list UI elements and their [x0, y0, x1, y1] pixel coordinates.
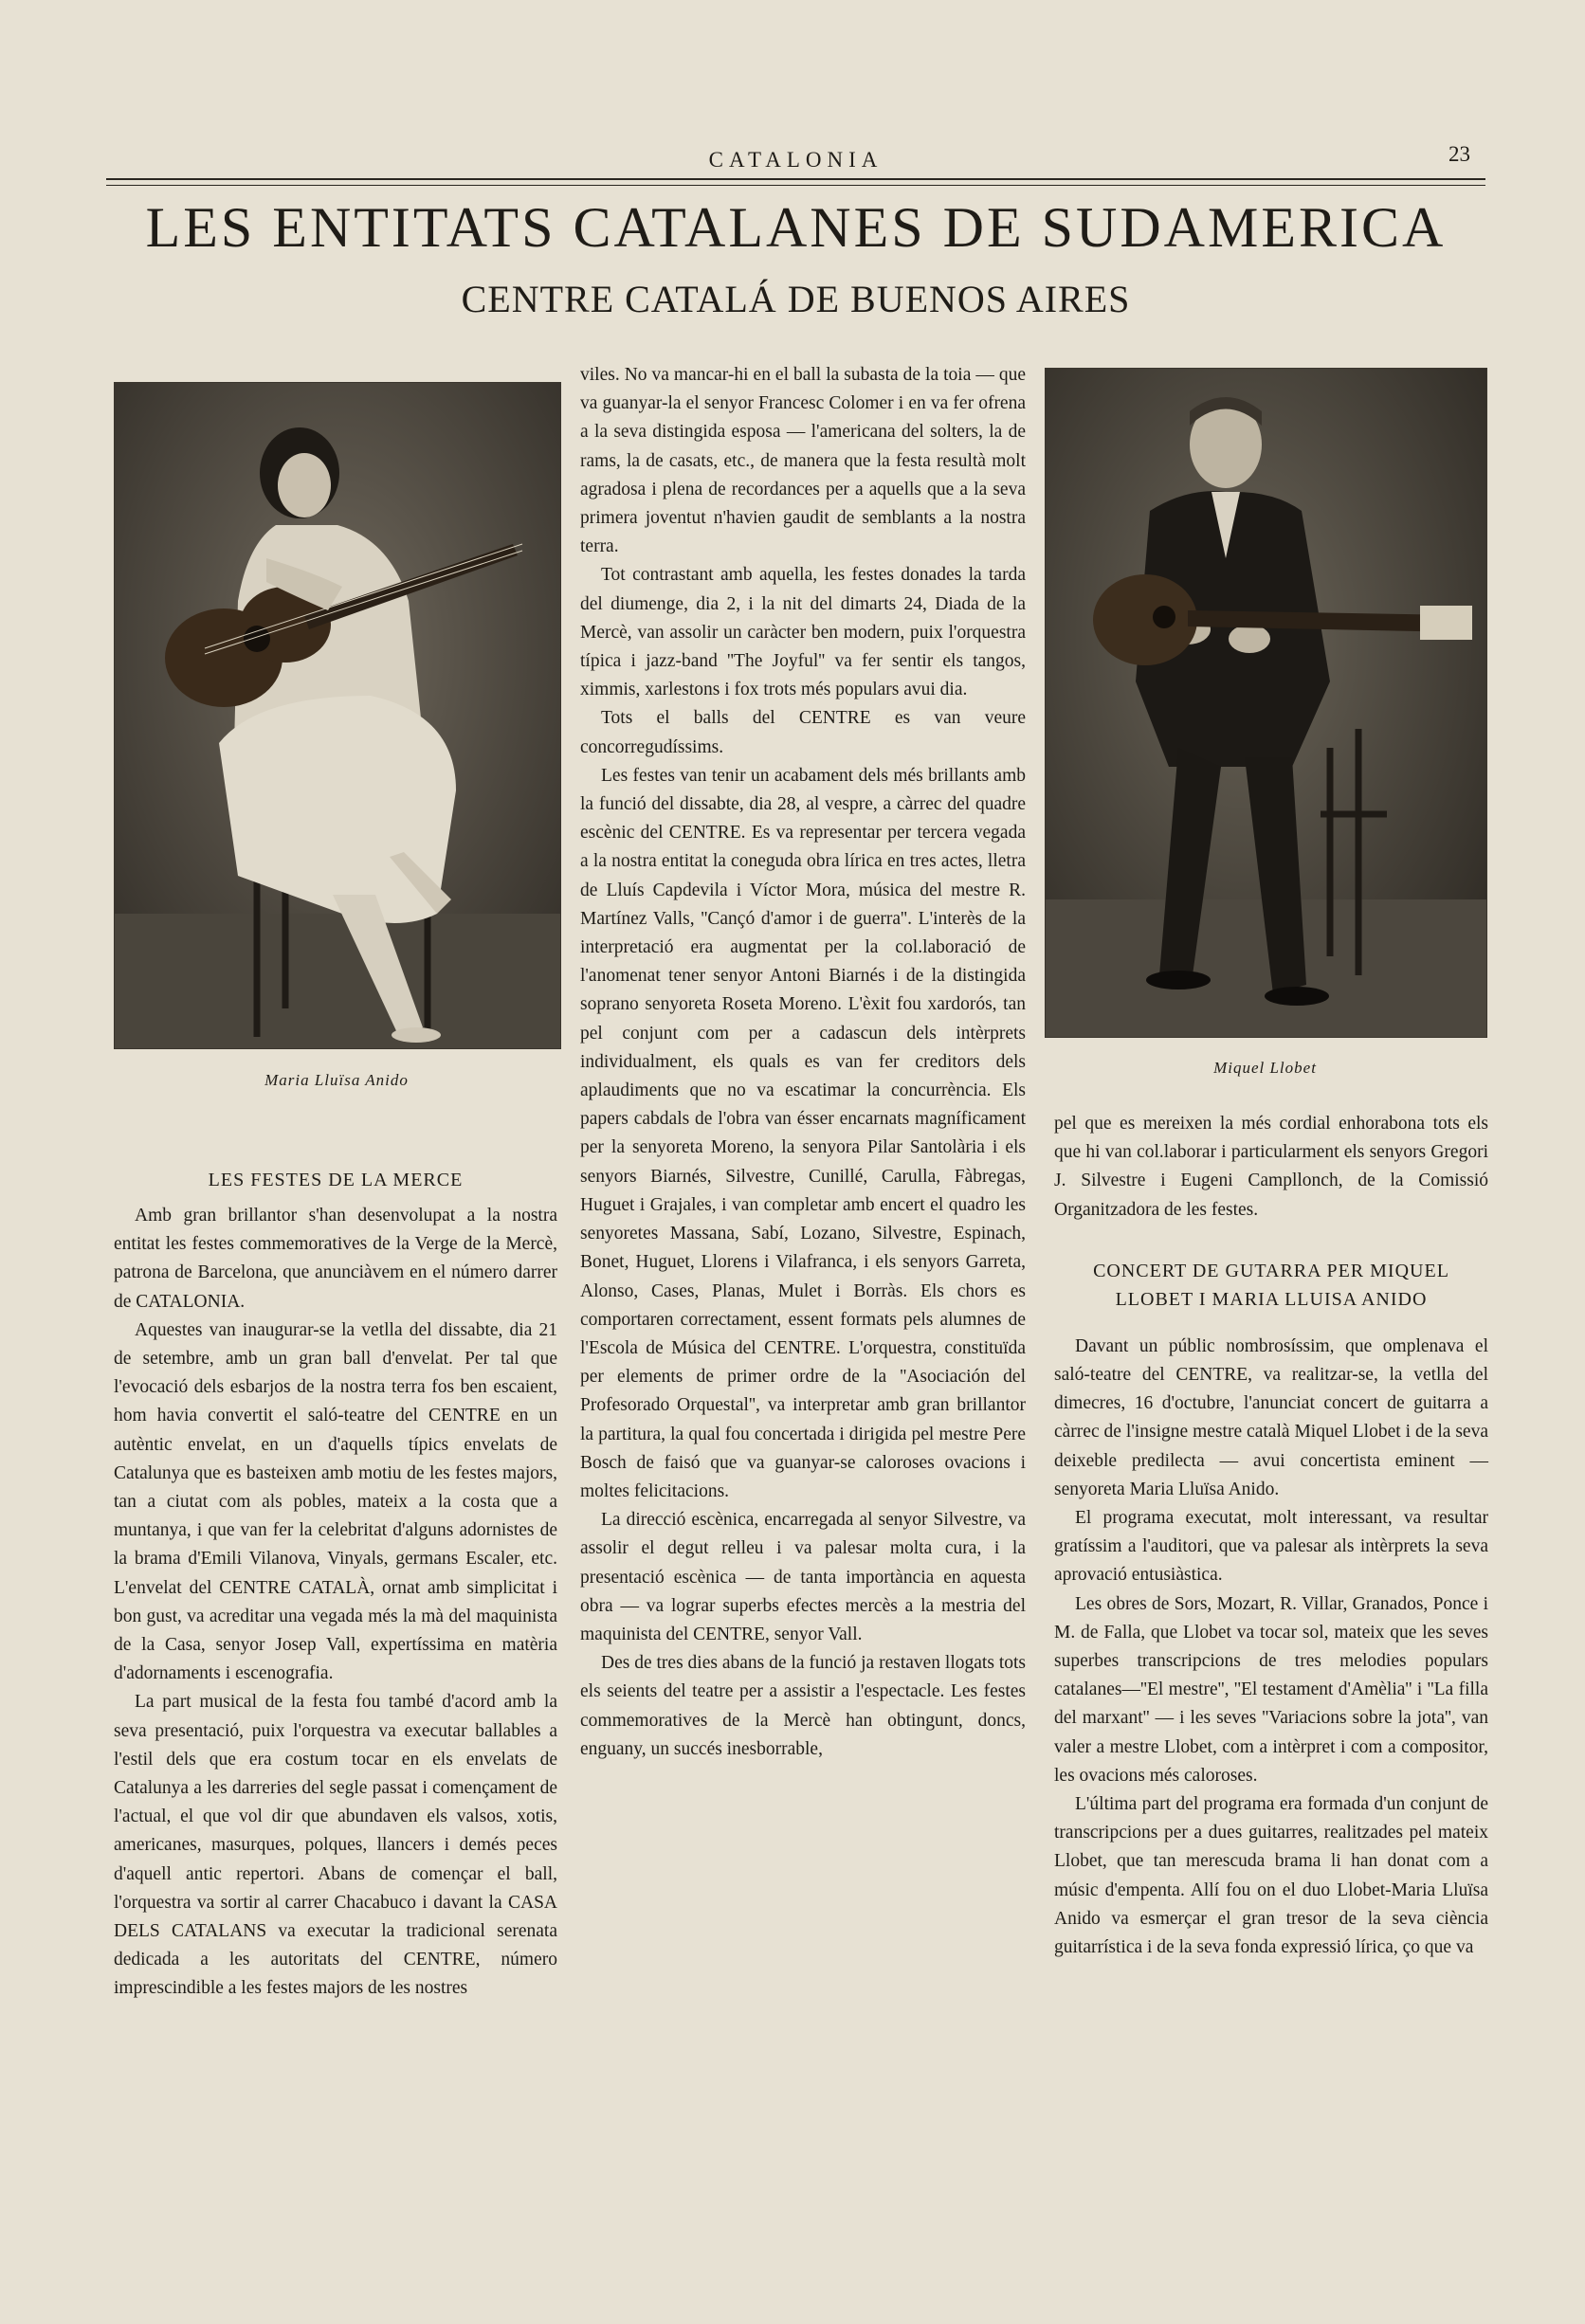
section-heading-concert: CONCERT DE GUTARRA PER MIQUEL LLOBET I MARIA LLUISA ANIDO: [1093, 1260, 1449, 1310]
paragraph: Aquestes van inaugurar-se la vetlla del dissabte, dia 21 de setembre, amb un gran ball d'envelat. Per tal que l'evocació dels esbarjos de la nostra terra fos ben escaient, hom havia convertit el saló-teatre del CENTRE en un autèntic envelat, en un d'aquells típics envelats de Catalunya que es basteixen amb motiu de les festes majors, tan a ciutat com als pobles, mateix a la costa que a muntanya, i que van fer la celebritat d'alguns adornistes de la brama d'Emili Vilanova, Vinyals, germans Escaler, etc. L'envelat del CENTRE CATALÀ, ornat amb simplicitat i bon gust, va acreditar una vegada més la mà del maquinista de la Casa, senyor Josep Vall, expertíssima en matèria d'adornaments i escenografia.: [114, 1319, 557, 1684]
paragraph: L'última part del programa era formada d'un conjunt de transcripcions per a dues guitarres, realitzades pel mateix Llobet, que tan merescuda brama li han donat com a músic d'empenta. Allí fou on el duo Llobet-Maria Lluïsa Anido va esmerçar el gran tresor de la seva ciència guitarrística i de la seva fonda expressió lírica, ço que va: [1054, 1794, 1488, 1958]
paragraph: Davant un públic nombrosíssim, que omplenava el saló-teatre del CENTRE, va realitzar-se, la vetlla del dimecres, 16 d'octubre, l'anunciat concert de guitarra a càrrec de l'insigne mestre català Miquel Llobet i de la seva deixeble predilecta — avui concertista eminent — senyoreta Maria Lluïsa Anido.: [1054, 1335, 1488, 1499]
header-rule-thin: [106, 185, 1485, 186]
header-rule: [106, 178, 1485, 180]
paragraph: Les festes van tenir un acabament dels més brillants amb la funció del dissabte, dia 28, al vespre, a càrrec del quadre escènic del CENTRE. Es va representar per tercera vegada a la nostra entitat la coneguda obra lírica en tres actes, lletra de Lluís Capdevila i Víctor Mora, música del mestre R. Martínez Valls, ''Cançó d'amor i de guerra''. L'interès de la interpretació era augmentat per la col.laboració de l'anomenat tener senyor Antoni Biarnés i de la distingida soprano senyoreta Roseta Moreno. L'èxit fou xardorós, tan pel conjunt com per a cadascun dels intèrprets individualment, els quals es van fer creditors dels aplaudiments que no va escatimar la concurrència. Els papers cabdals de l'obra van ésser encarnats magníficament per la senyoreta Moreno, la senyora Pilar Santolària i els senyors Biarnés, Silvestre, Cunillé, Carulla, Fàbregas, Huguet i Grajales, i van completar amb encert el quadro les senyoretes Massana, Sabí, Lozano, Silvestre, Espinach, Bonet, Huguet, Llorens i Vilafranca, i els senyors Garreta, Alonso, Cases, Planas, Mulet i Borràs. Els chors es comportaren correctament, essent formats pels alumnes de l'Escola de Música del CENTRE. L'orquestra, constituïda per elements de primer ordre de la ''Asociación del Profesorado Orquestal'', va interpretar amb gran brillantor la partitura, la qual fou concertada i dirigida pel mestre Pere Bosch de faisó que va guanyar-se caloroses ovacions i moltes felicitacions.: [580, 765, 1026, 1501]
paragraph: Amb gran brillantor s'han desenvolupat a la nostra entitat les festes commemoratives de la Verge de la Mercè, patrona de Barcelona, que anunciàvem en el número darrer de CATALONIA.: [114, 1206, 557, 1312]
article-title: LES ENTITATS CATALANES DE SUDAMERICA: [145, 196, 1447, 259]
magazine-name: CATALONIA: [708, 148, 884, 172]
paragraph: pel que es mereixen la més cordial enhorabona tots els que hi van col.laborar i particularment els senyors Gregori J. Silvestre i Eugeni Campllonch, de la Comissió Organitzadora de les festes.: [1054, 1114, 1488, 1220]
photo-caption-llobet: Miquel Llobet: [1213, 1059, 1317, 1077]
section-heading-festes: LES FESTES DE LA MERCE: [208, 1170, 464, 1190]
page-number: 23: [1448, 142, 1470, 166]
article-subtitle: CENTRE CATALÁ DE BUENOS AIRES: [461, 278, 1131, 320]
paragraph: La part musical de la festa fou també d'acord amb la seva presentació, puix l'orquestra va executar ballables a l'estil dels que era costum tocar en els envelats de Catalunya a les darreries del segle passat i començament de l'actual, el que vol dir que abundaven els valsos, xotis, americanes, masurques, polques, llancers i demés peces d'aquell antic repertori. Abans de començar el ball, l'orquestra va sortir al carrer Chacabuco i davant la CASA DELS CATALANS va executar la tradicional serenata dedicada a les autoritats del CENTRE, número imprescindible a les festes majors de les nostres: [114, 1692, 557, 1999]
paragraph: Tot contrastant amb aquella, les festes donades la tarda del diumenge, dia 2, i la nit del dimarts 24, Diada de la Mercè, van assolir un caràcter ben modern, puix l'orquestra típica i jazz-band ''The Joyful'' va fer sentir els tangos, ximmis, xarlestons i fox trots més populars avui dia.: [580, 565, 1026, 700]
paragraph: Des de tres dies abans de la funció ja restaven llogats tots els seients del teatre per a assistir a l'espectacle. Les festes commemoratives de la Mercè han obtingunt, doncs, enguany, un succés inesborrable,: [580, 1653, 1026, 1759]
column-right: [1054, 1110, 1488, 1962]
running-head: [106, 142, 1485, 180]
photo-caption-anido: Maria Lluïsa Anido: [264, 1071, 409, 1089]
paragraph: El programa executat, molt interessant, va resultar gratíssim a l'auditori, que va palesar als intèrprets la seva aprovació entusiàstica.: [1054, 1508, 1488, 1586]
paragraph: La direcció escènica, encarregada al senyor Silvestre, va assolir el degut relleu i va palesar molta cura, i la presentació escènica — de tanta importància en aquesta obra — va lograr superbs efectes mercès a la mestria del maquinista del CENTRE, senyor Vall.: [580, 1510, 1026, 1644]
paragraph: Les obres de Sors, Mozart, R. Villar, Granados, Ponce i M. de Falla, que Llobet va tocar sol, mateix que les seves superbes transcripcions de tres melodies populars catalanes—''El mestre'', ''El testament d'Amèlia'' i ''La filla del marxant'' — i les seves ''Variacions sobre la jota'', van valer a mestre Llobet, com a intèrpret i com a compositor, les ovacions més caloroses.: [1054, 1593, 1488, 1786]
photo-anido: [114, 382, 561, 1049]
column-middle: [580, 361, 1026, 1764]
paragraph: Tots el balls del CENTRE es van veure concorregudíssims.: [580, 708, 1026, 757]
photo-llobet: [1045, 368, 1487, 1038]
paragraph: viles. No va mancar-hi en el ball la subasta de la toia — que va guanyar-la el senyor Francesc Colomer i en va fer ofrena a la seva distingida esposa — l'americana del solters, la de rams, la de casats, etc., de manera que la festa resultà molt agradosa i plena de recordances per a aquells que a la seva primera joventut n'havien gaudit de semblants a la nostra terra.: [580, 365, 1026, 557]
column-left: [114, 1166, 557, 2004]
